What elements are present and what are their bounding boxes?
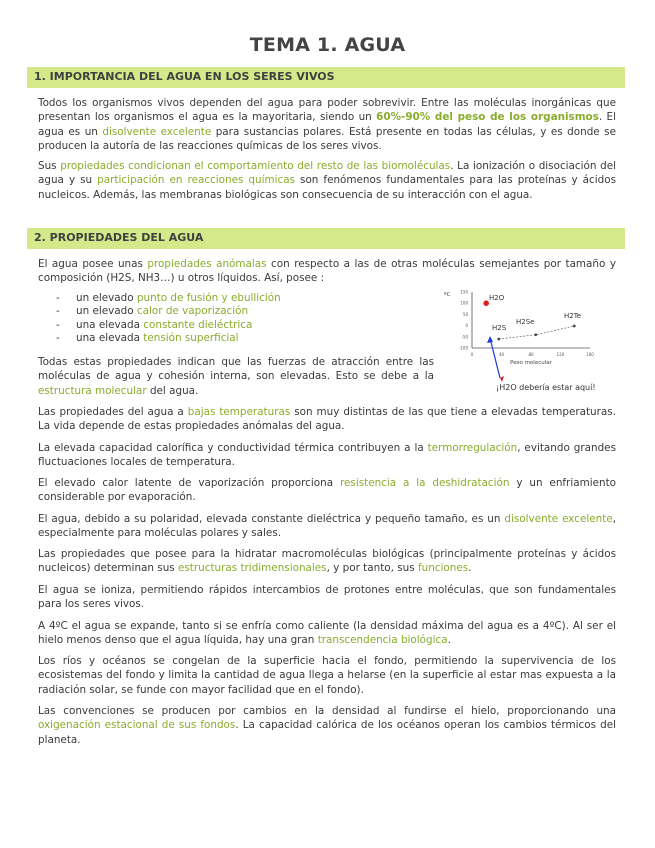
y-tick-label: -50 — [461, 334, 468, 340]
chart-annotation: ¡H2O debería estar aquí! — [496, 383, 596, 392]
annotation-arrow — [487, 336, 504, 382]
y-tick-label: 100 — [460, 300, 468, 306]
y-tick-label: 150 — [460, 289, 468, 295]
paragraph-rios-oceanos: Los ríos y océanos se congelan de la superficie hacia el fondo, permitiendo la supervivencia de los ecosistemas del fondo y limita la cantidad de agua llega a helarse (en la superficie al estar mas expuesta a la radiación solar, se funde con mayor facilidad que en el fondo). — [38, 655, 616, 696]
x-tick-label: 80 — [528, 352, 534, 357]
section-2-after-list: Todas estas propiedades indican que las fuerzas de atracción entre las moléculas de agua y cohesión interna, son elevadas. Esto se debe a la estructura molecular del agua. — [38, 356, 434, 397]
paragraph-convenciones: Las convenciones se producen por cambios en la densidad al fundirse el hielo, proporcionando una oxigenación estacional de sus fondos. La capacidad calórica de los océanos operan los cambios térmicos del planeta. — [38, 705, 616, 746]
x-tick-label: 120 — [556, 352, 565, 357]
label-h2o: H2O — [489, 294, 505, 302]
section-2-heading: 2. PROPIEDADES DEL AGUA — [34, 231, 204, 244]
section-1-heading: 1. IMPORTANCIA DEL AGUA EN LOS SERES VIVOS — [34, 70, 335, 83]
point-hydride — [573, 325, 576, 328]
y-tick-label: -100 — [458, 345, 468, 351]
paragraph-polaridad: El agua, debido a su polaridad, elevada constante dieléctrica y pequeño tamaño, es un disolvente excelente, especialmente para moléculas polares y sales. — [38, 513, 616, 540]
list-item: - una elevada tensión superficial — [56, 332, 239, 345]
y-tick-label: 0 — [465, 323, 468, 329]
paragraph-4-grados: A 4ºC el agua se expande, tanto si se enfría como caliente (la densidad máxima del agua es a 4ºC). Al ser el hielo menos denso que el agua líquida, hay una gran transcendencia biológica. — [38, 620, 616, 647]
list-item: - un elevado punto de fusión y ebullición — [56, 292, 281, 304]
label-h2s: H2S — [492, 324, 507, 332]
boiling-point-chart — [440, 286, 620, 402]
y-ticks — [459, 290, 469, 351]
paragraph-bajas-temperaturas: Las propiedades del agua a bajas temperaturas son muy distintas de las que tiene a elevadas temperaturas. La vida depende de estas propiedades anómalas del agua. — [38, 406, 616, 433]
y-tick-label: 50 — [462, 311, 468, 317]
x-axis-label: Peso molecular — [510, 360, 552, 366]
point-hydride — [534, 333, 537, 336]
list-item: - una elevada constante dieléctrica — [56, 318, 253, 331]
section-2-intro: El agua posee unas propiedades anómalas con respecto a las de otras moléculas semejantes por tamaño y composición (H2S, NH3…) u otros líquidos. Así, posee : — [38, 258, 616, 285]
list-item: - un elevado calor de vaporización — [56, 305, 249, 318]
label-h2se: H2Se — [516, 318, 535, 326]
point-hydride — [497, 338, 500, 341]
x-ticks — [471, 352, 595, 357]
hydride-trend-line — [499, 326, 575, 339]
section-1-paragraph-2: Sus propiedades condicionan el comportamiento del resto de las biomoléculas. La ionización o disociación del agua y su participación en reacciones químicas son fenómenos fundamentales para las proteínas y ácidos nucleicos. Además, las membranas biológicas son consecuencia de su interacción con el agua. — [38, 160, 616, 201]
page-title: TEMA 1. AGUA — [249, 34, 406, 56]
paragraph-hidratacion: Las propiedades que posee para la hidratar macromoléculas biológicas (principalmente proteínas y ácidos nucleicos) determinan sus estructuras tridimensionales, y por tanto, sus funciones. — [38, 548, 616, 575]
y-axis-label: ºC — [444, 292, 451, 298]
paragraph-calor-vaporizacion: El elevado calor latente de vaporización proporciona resistencia a la deshidratación y un enfriamiento considerable por evaporación. — [38, 477, 617, 504]
label-h2te: H2Te — [564, 312, 582, 320]
x-tick-label: 160 — [586, 352, 594, 357]
series-line — [499, 326, 575, 339]
x-tick-label: 0 — [470, 352, 474, 357]
section-2-header — [27, 228, 625, 249]
section-1-paragraph-1: Todos los organismos vivos dependen del agua para poder sobrevivir. Entre las moléculas inorgánicas que presentan los organismos el agua es la mayoritaria, siendo un 60%-90% del peso de los organismos. El agua es un disolvente excelente para sustancias polares. Está presente en todas las células, y es donde se producen la autoría de las reacciones químicas de los seres vivos. — [38, 97, 617, 153]
properties-list — [56, 292, 281, 346]
x-tick-label: 40 — [498, 352, 505, 357]
paragraph-capacidad-calorifica: La elevada capacidad calorífica y conductividad térmica contribuyen a la termorregulación, evitando grandes fluctuaciones locales de temperatura. — [38, 442, 616, 469]
section-1-header — [27, 67, 625, 88]
paragraph-ionizacion: El agua se ioniza, permitiendo rápidos intercambios de protones entre moléculas, que son fundamentales para los seres vivos. — [38, 584, 616, 611]
